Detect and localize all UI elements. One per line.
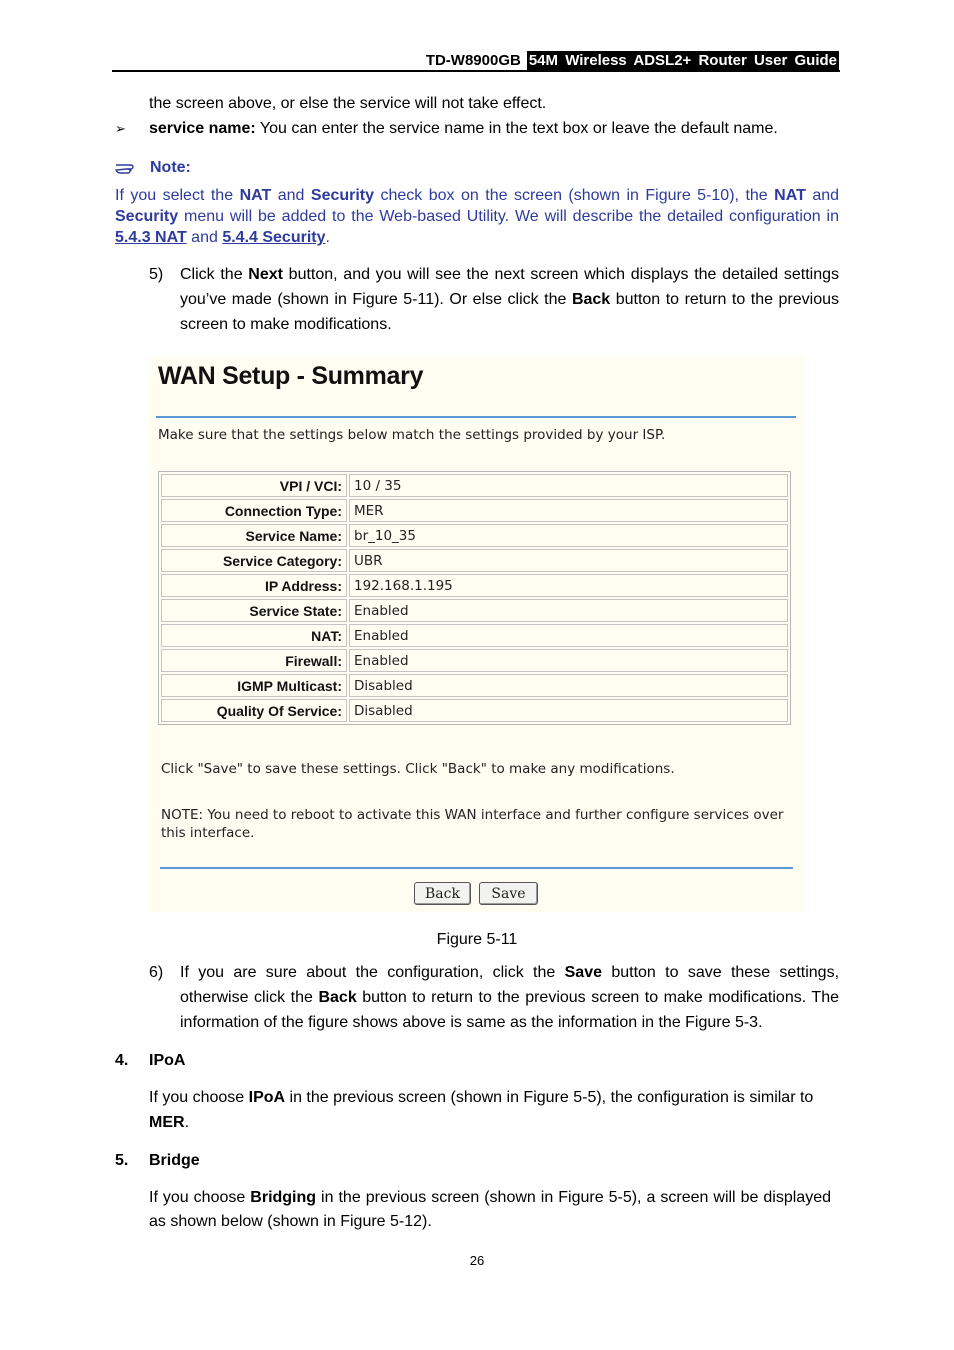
section-4-number: 4.: [115, 1052, 129, 1069]
summary-row-label: VPI / VCI:: [161, 474, 347, 497]
step-text-part: Click the: [180, 266, 249, 283]
wan-summary-screenshot: [148, 356, 806, 912]
section-5-number: 5.: [115, 1152, 129, 1169]
summary-row-value: br_10_35: [349, 524, 788, 547]
back-term: Back: [318, 989, 357, 1006]
note-nat-term: NAT: [774, 187, 806, 204]
summary-row-value: Disabled: [349, 674, 788, 697]
summary-row: [161, 624, 788, 647]
summary-row: [161, 674, 788, 697]
bullet-arrow-icon: ➢: [115, 121, 126, 136]
note-text: [115, 185, 839, 248]
section-4-title: IPoA: [149, 1052, 186, 1069]
note-text-part: and: [805, 187, 840, 204]
note-nat-term: NAT: [239, 187, 272, 204]
summary-table: [158, 471, 791, 725]
link-security-section[interactable]: 5.4.4 Security: [222, 229, 326, 246]
summary-row: [161, 524, 788, 547]
note-text-part: and: [271, 187, 311, 204]
ipoa-term: IPoA: [248, 1089, 286, 1106]
summary-row-label: IP Address:: [161, 574, 347, 597]
summary-row-label: Service Category:: [161, 549, 347, 572]
title-divider: [156, 416, 796, 418]
section-text-part: in the previous screen (shown in Figure 5-5), a screen will be displayed as shown below (shown in Figure 5-12).: [149, 1189, 831, 1230]
summary-row-label: IGMP Multicast:: [161, 674, 347, 697]
summary-row-label: Service Name:: [161, 524, 347, 547]
note-heading: [115, 157, 191, 179]
section-4-text: [149, 1085, 839, 1135]
summary-row-value: MER: [349, 499, 788, 522]
header-divider: [112, 70, 840, 72]
section-text-part: If you choose: [149, 1089, 249, 1106]
section-text-part: .: [184, 1114, 190, 1131]
back-button[interactable]: Back: [414, 882, 471, 905]
step-text-part: If you are sure about the configuration, click the: [180, 964, 565, 981]
summary-row-value: Enabled: [349, 624, 788, 647]
step-6-text: [180, 960, 839, 1035]
summary-row-value: 192.168.1.195: [349, 574, 788, 597]
page-number: 26: [469, 1253, 485, 1268]
service-name-term: service name:: [149, 120, 256, 137]
summary-row: [161, 649, 788, 672]
header-model: TD-W8900GB: [425, 51, 521, 69]
step-text-part: button to save these settings, otherwise click the: [180, 964, 840, 1006]
note-text-part: .: [325, 229, 330, 246]
section-5-text: [149, 1186, 831, 1234]
note-security-term: Security: [115, 208, 179, 225]
note-text-part: check box on the screen (shown in Figure 5-10), the: [374, 187, 775, 204]
summary-row-label: Firewall:: [161, 649, 347, 672]
header-guide-title: 54M Wireless ADSL2+ Router User Guide: [528, 51, 837, 69]
link-nat-section[interactable]: 5.4.3 NAT: [115, 229, 187, 246]
step-text-part: button, and you will see the next screen which displays the detailed settings you’ve made (shown in Figure 5-11). Or else click the: [180, 266, 840, 308]
note-label: Note:: [150, 159, 191, 176]
summary-row-label: Quality Of Service:: [161, 699, 347, 722]
save-term: Save: [564, 964, 602, 981]
summary-row: [161, 574, 788, 597]
service-name-text: You can enter the service name in the text box or leave the default name.: [255, 120, 778, 137]
wan-summary-instruction: Make sure that the settings below match the settings provided by your ISP.: [158, 427, 666, 443]
note-text-part: If you select the: [115, 187, 240, 204]
step-text-part: button to return to the previous screen to make modifications.: [180, 291, 839, 333]
note-text-part: menu will be added to the Web-based Utility. We will describe the detailed configuration in: [178, 208, 839, 225]
summary-row: [161, 699, 788, 722]
save-hint: Click "Save" to save these settings. Click "Back" to make any modifications.: [161, 761, 675, 777]
step-5-text: [180, 262, 839, 337]
summary-row-label: Connection Type:: [161, 499, 347, 522]
summary-row: [161, 499, 788, 522]
back-term: Back: [571, 291, 611, 308]
service-name-bullet: [149, 116, 778, 141]
intro-continuation: the screen above, or else the service will not take effect.: [149, 95, 547, 112]
summary-row-value: Enabled: [349, 599, 788, 622]
mer-term: MER: [149, 1114, 185, 1131]
bottom-divider: [160, 867, 793, 869]
summary-row: [161, 599, 788, 622]
summary-row-value: UBR: [349, 549, 788, 572]
reboot-note: NOTE: You need to reboot to activate this WAN interface and further configure services over this interface.: [161, 807, 784, 841]
save-button[interactable]: Save: [479, 882, 538, 905]
pointing-hand-icon: [115, 160, 141, 176]
page-header: [426, 50, 839, 70]
note-text-part: and: [186, 229, 223, 246]
summary-row-value: 10 / 35: [349, 474, 788, 497]
summary-row-label: NAT:: [161, 624, 347, 647]
step-6-number: 6): [149, 964, 164, 981]
next-term: Next: [248, 266, 283, 283]
summary-row: [161, 549, 788, 572]
summary-row-label: Service State:: [161, 599, 347, 622]
step-5-number: 5): [149, 266, 164, 283]
bridging-term: Bridging: [250, 1189, 317, 1206]
section-text-part: in the previous screen (shown in Figure 5-5), the configuration is similar to: [285, 1089, 814, 1106]
summary-row-value: Enabled: [349, 649, 788, 672]
note-security-term: Security: [310, 187, 375, 204]
step-text-part: button to return to the previous screen to make modifications. The information of the figure shows above is same as the information in the Figure 5-3.: [180, 989, 839, 1031]
summary-row-value: Disabled: [349, 699, 788, 722]
wan-summary-title: WAN Setup - Summary: [158, 362, 424, 390]
figure-caption: Figure 5-11: [436, 931, 518, 948]
section-5-title: Bridge: [149, 1152, 200, 1169]
summary-row: [161, 474, 788, 497]
section-text-part: If you choose: [149, 1189, 251, 1206]
